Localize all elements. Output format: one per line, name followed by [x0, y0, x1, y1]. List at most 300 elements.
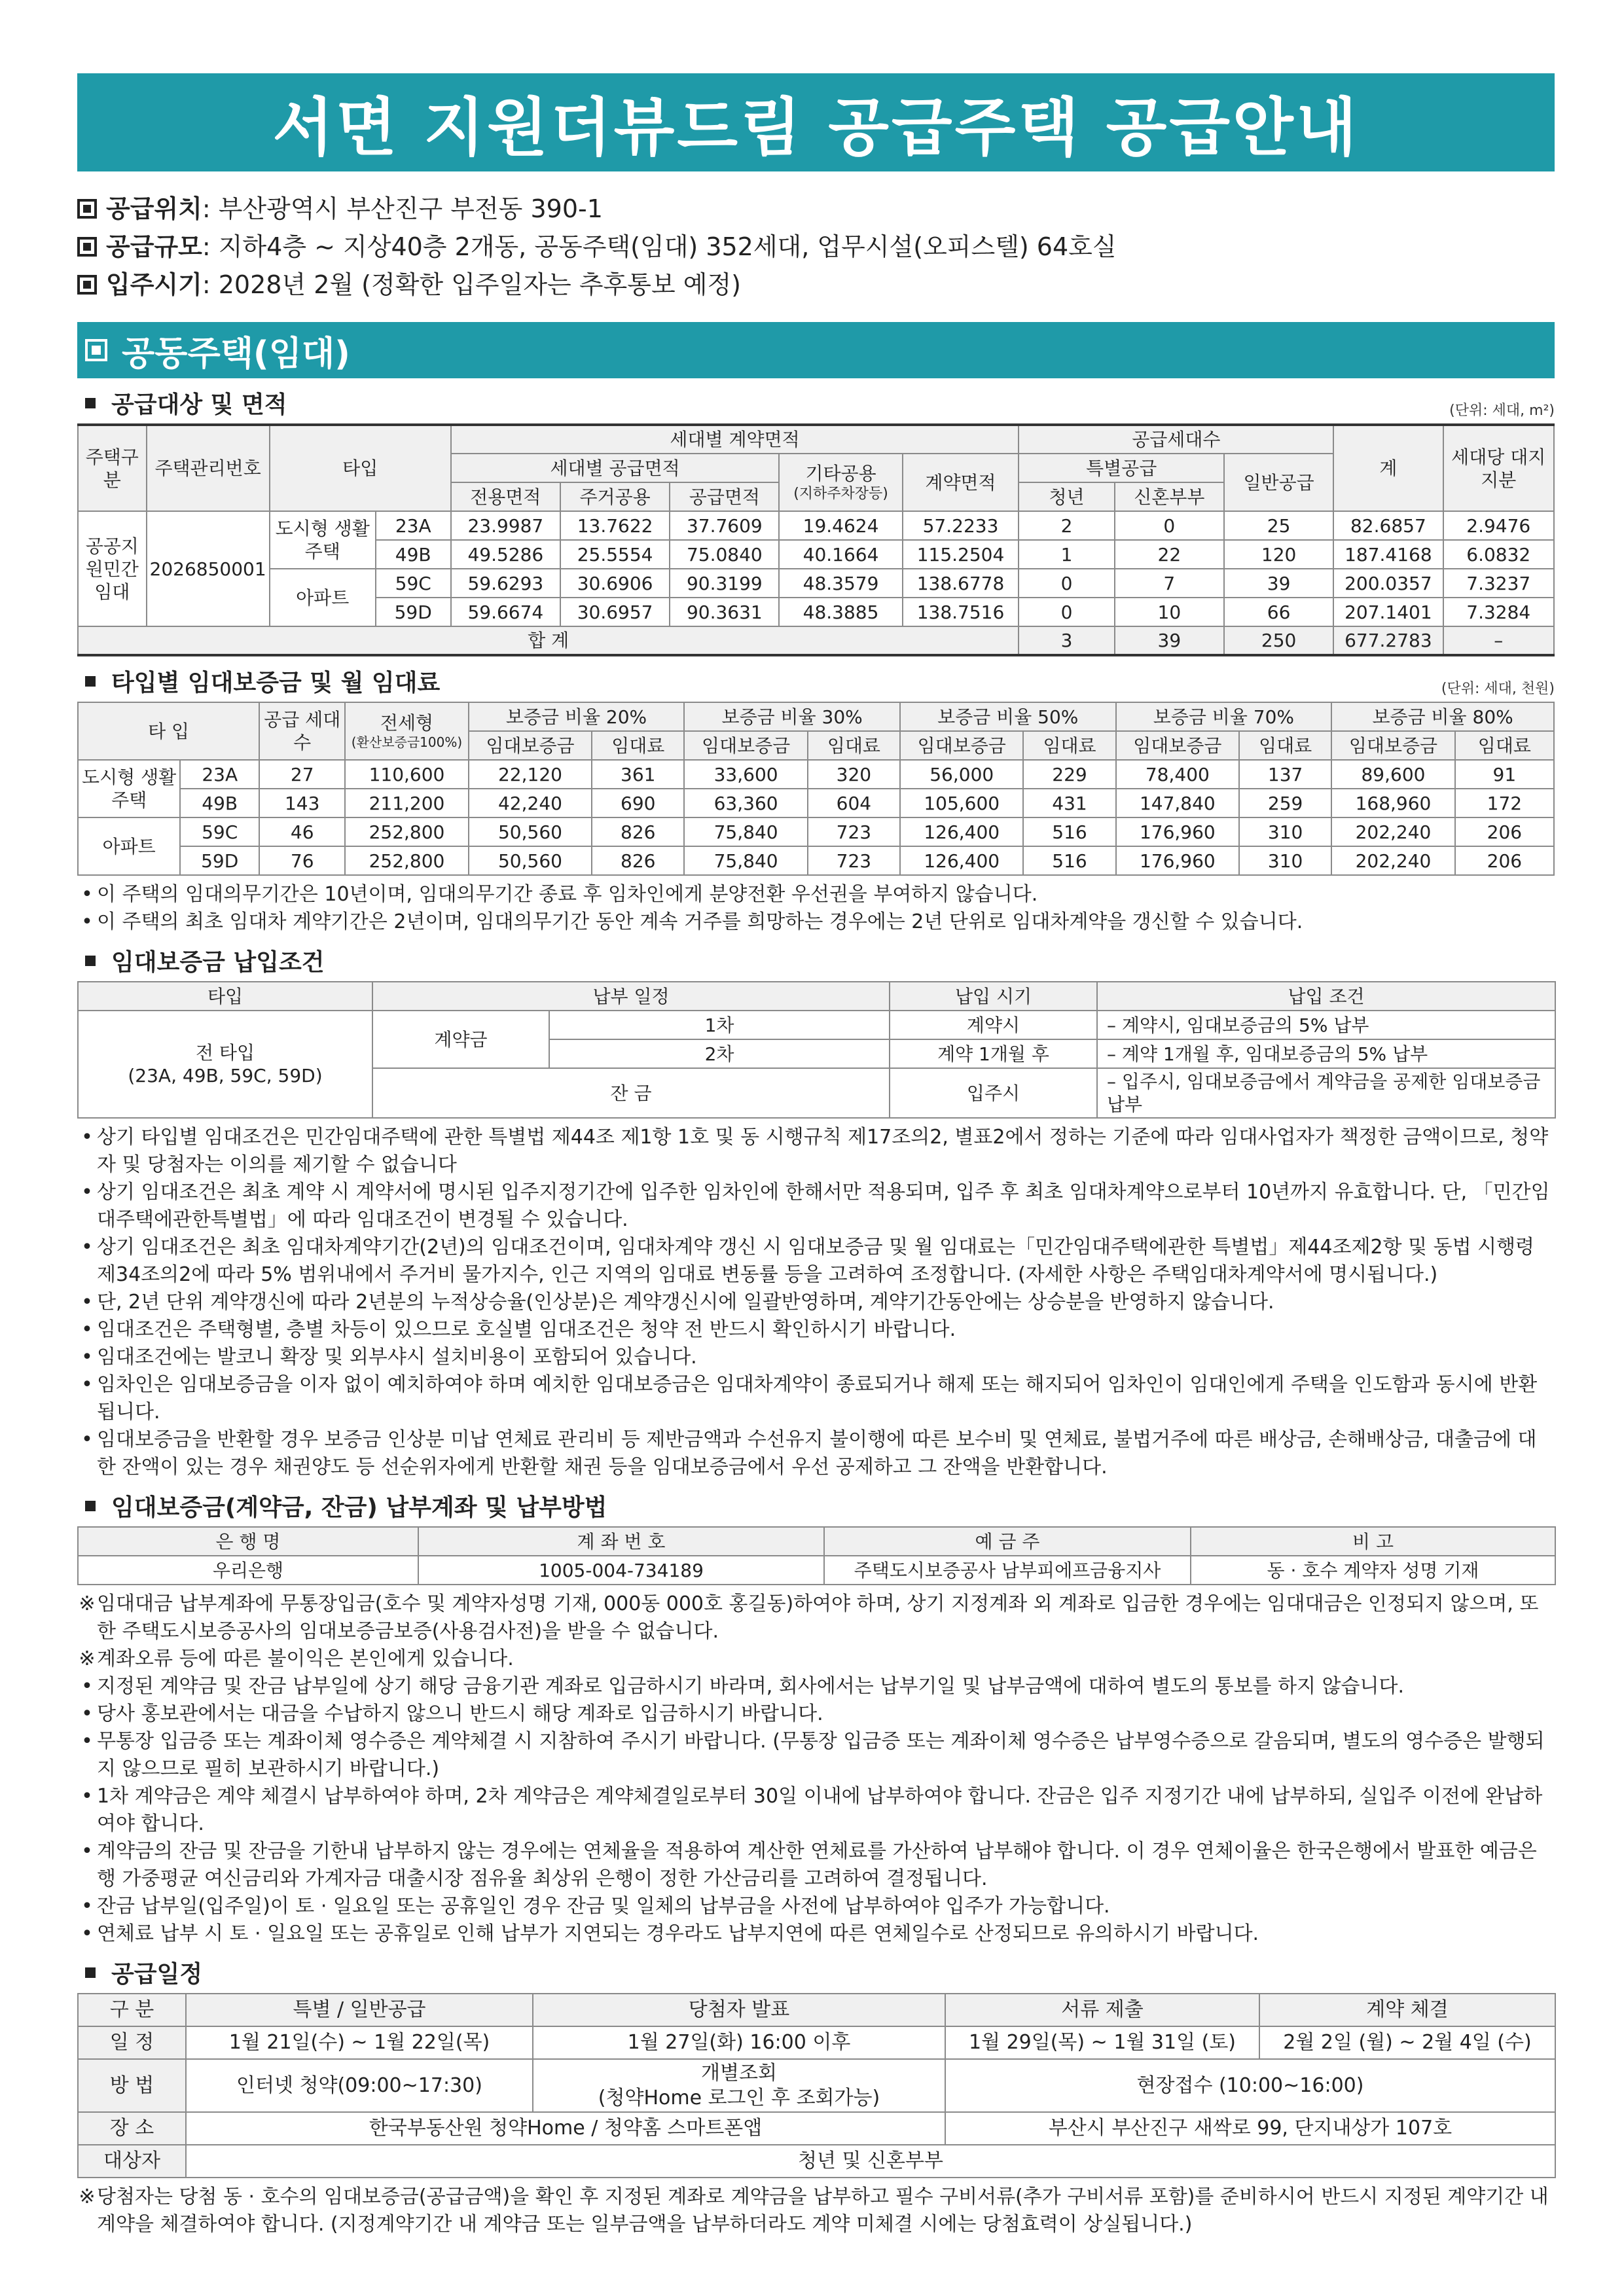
table-cell: 1월 21일(수) ~ 1월 22일(목) [186, 2026, 533, 2059]
table-cell: 78,400 [1116, 760, 1240, 789]
table-cell: 63,360 [684, 789, 808, 817]
note-marker: ※ [79, 2185, 96, 2208]
area-h-contract-group: 세대별 계약면적 [451, 425, 1019, 454]
table-row [78, 846, 1554, 875]
table-cell: 59.6293 [451, 569, 560, 598]
schedule-h-category: 구 분 [78, 1994, 186, 2026]
table-cell: 137 [1239, 760, 1331, 789]
rent-h-type: 타 입 [78, 702, 259, 760]
table-cell: 잔 금 [372, 1068, 890, 1118]
table-cell: 37.7609 [670, 511, 779, 540]
note-item [77, 908, 1555, 936]
note-marker: ※ [79, 1592, 96, 1615]
table-cell: 57.2233 [903, 511, 1019, 540]
bullet-icon [85, 398, 96, 408]
type-line: (23A, 49B, 59C, 59D) [128, 1065, 323, 1086]
table-row [78, 2112, 1555, 2145]
note-marker: • [81, 1785, 93, 1808]
bullet-icon [85, 956, 96, 966]
note-text: 이 주택의 최초 임대차 계약기간은 2년이며, 임대의무기간 동안 계속 거주를 희망하는 경우에는 2년 단위로 임대차계약을 갱신할 수 있습니다. [97, 910, 1303, 933]
account-title: 임대보증금(계약금, 잔금) 납부계좌 및 납부방법 [111, 1494, 607, 1521]
rent-h-ratio: 보증금 비율 20% [469, 702, 685, 731]
table-cell: – 계약 1개월 후, 임대보증금의 5% 납부 [1097, 1039, 1555, 1068]
table-cell: 516 [1023, 817, 1115, 846]
area-h-newlywed: 신혼부부 [1115, 482, 1224, 511]
table-cell: 90.3631 [670, 598, 779, 626]
account-h-holder: 예 금 주 [824, 1527, 1191, 1556]
bullet-icon: • [81, 1428, 93, 1451]
mgmt-no-cell: 2026850001 [147, 511, 270, 626]
table-cell: 91 [1455, 760, 1554, 789]
table-cell: 59.6674 [451, 598, 560, 626]
rent-table [77, 702, 1555, 876]
table-cell: 431 [1023, 789, 1115, 817]
table-cell: 105,600 [900, 789, 1024, 817]
note-text: 당사 홍보관에서는 대금을 수납하지 않으니 반드시 해당 계좌로 입금하시기 바랍니다. [97, 1702, 823, 1725]
contract-cell: 계약금 [372, 1011, 549, 1068]
bullet-icon: • [81, 1181, 93, 1204]
table-cell: 207.1401 [1333, 598, 1443, 626]
bullet-icon: • [81, 1291, 93, 1314]
table-cell: 2차 [549, 1039, 890, 1068]
payment-type-cell [78, 1011, 372, 1118]
table-cell: 75,840 [684, 846, 808, 875]
note-item [77, 1344, 1555, 1371]
info-list [77, 190, 1555, 304]
table-cell: 604 [808, 789, 900, 817]
note-text: 상기 임대조건은 최초 임대차계약기간(2년)의 임대조건이며, 임대차계약 갱신 시 임대보증금 및 월 임대료는「민간임대주택에관한 특별법」제44조제2항 및 동법 시행령 제34조의2에 따라 5% 범위내에서 주거비 물가지수, 인근 지역의 임대료 변동률 등을 고려하여 조정합니다. (자세한 사항은 주택임대차계약서에 명시됩니다.) [97, 1236, 1535, 1286]
table-cell: 89,600 [1331, 760, 1455, 789]
table-cell: 690 [592, 789, 684, 817]
area-h-supply-group: 세대별 공급면적 [451, 454, 780, 482]
house-type-cell: 공공지원민간임대 [78, 511, 147, 626]
note-marker: • [81, 1730, 93, 1753]
note-text: 임대보증금을 반환할 경우 보증금 인상분 미납 연체료 관리비 등 제반금액과 수선유지 불이행에 따른 보수비 및 연체료, 불법거주에 따른 배상금, 손해배상금, 대출금에 대한 잔액이 있는 경우 채권양도 등 선순위자에게 반환할 채권 등을 임대보증금에서 우선 공제하고 그 잔액을 반환합니다. [97, 1428, 1537, 1479]
info-value: : 지하4층 ~ 지상40층 2개동, 공동주택(임대) 352세대, 업무시설(오피스텔) 64호실 [202, 232, 1117, 261]
table-cell: 56,000 [900, 760, 1024, 789]
note-item [77, 1838, 1555, 1893]
rent-h-ratio: 보증금 비율 50% [900, 702, 1116, 731]
note-text: 상기 타입별 임대조건은 민간임대주택에 관한 특별법 제44조 제1항 1호 및 동 시행규칙 제17조의2, 별표2에서 정하는 기준에 따라 임대사업자가 책정한 금액이므로, 청약자 및 당첨자는 이의를 제기할 수 없습니다 [97, 1126, 1549, 1176]
rent-title: 타입별 임대보증금 및 월 임대료 [111, 670, 441, 696]
table-cell: 206 [1455, 817, 1554, 846]
area-table [77, 423, 1555, 656]
table-cell: 320 [808, 760, 900, 789]
note-text: 무통장 입금증 또는 계좌이체 영수증은 계약체결 시 지참하여 주시기 바랍니다. (무통장 입금증 또는 계좌이체 영수증은 납부영수증으로 갈음되며, 별도의 영수증은 발행되지 않으므로 필히 보관하시기 바랍니다.) [97, 1730, 1545, 1780]
note-item [77, 1426, 1555, 1481]
table-cell: 0 [1019, 598, 1114, 626]
table-cell: 청년 및 신혼부부 [186, 2145, 1555, 2178]
table-cell: 310 [1239, 817, 1331, 846]
section-header [77, 322, 1555, 378]
table-cell: 30.6957 [560, 598, 670, 626]
table-cell: 75.0840 [670, 540, 779, 569]
area-unit: (단위: 세대, m²) [1449, 403, 1555, 419]
table-cell: 1월 27일(화) 16:00 이후 [533, 2026, 945, 2059]
account-number-cell: 1005-004-734189 [418, 1556, 824, 1585]
table-cell: 30.6906 [560, 569, 670, 598]
table-cell: 48.3579 [779, 569, 902, 598]
row-label: 대상자 [78, 2145, 186, 2178]
note-marker: • [81, 1702, 93, 1725]
rent-title-wrap [77, 664, 440, 698]
table-cell: 723 [808, 817, 900, 846]
announce-line: (청약Home 로그인 후 조회가능) [598, 2086, 880, 2109]
table-cell: 126,400 [900, 846, 1024, 875]
note-marker: • [81, 1675, 93, 1698]
sum-cell: 39 [1115, 626, 1224, 655]
table-cell: 입주시 [890, 1068, 1097, 1118]
table-cell: 7 [1115, 569, 1224, 598]
area-h-supply-area: 공급면적 [670, 482, 779, 511]
table-cell: 33,600 [684, 760, 808, 789]
account-h-bank: 은 행 명 [78, 1527, 418, 1556]
table-cell: 22,120 [469, 760, 592, 789]
jeonse-label: 전세형 [380, 712, 434, 734]
table-row [78, 511, 1554, 540]
sum-cell: – [1443, 626, 1555, 655]
table-cell: 82.6857 [1333, 511, 1443, 540]
rent-h-ratio: 보증금 비율 70% [1116, 702, 1332, 731]
table-cell: 723 [808, 846, 900, 875]
table-cell: 76 [259, 846, 345, 875]
note-text: 임차인은 임대보증금을 이자 없이 예치하여야 하며 예치한 임대보증금은 임대차계약이 종료되거나 해제 또는 해지되어 임차인이 임대인에게 주택을 인도함과 동시에 반환됩니다. [97, 1373, 1538, 1424]
table-cell: 40.1664 [779, 540, 902, 569]
type-cell: 49B [180, 789, 259, 817]
bullet-icon: • [81, 1236, 93, 1259]
table-cell: 138.6778 [903, 569, 1019, 598]
table-cell: 19.4624 [779, 511, 902, 540]
area-h-other-common [779, 454, 902, 511]
rent-h-monthly: 임대료 [808, 731, 900, 760]
schedule-h-announce: 당첨자 발표 [533, 1994, 945, 2026]
account-notes [77, 1590, 1555, 1948]
section-title: 공동주택(임대) [122, 334, 350, 374]
rent-h-monthly: 임대료 [1023, 731, 1115, 760]
payment-title-wrap [77, 944, 325, 977]
table-cell: 2.9476 [1443, 511, 1555, 540]
group-cell: 도시형 생활주택 [270, 511, 376, 569]
schedule-title-wrap [77, 1956, 202, 1989]
payment-h-type: 타입 [78, 982, 372, 1011]
table-cell: 202,240 [1331, 817, 1455, 846]
area-h-special: 특별공급 [1019, 454, 1224, 482]
account-h-number: 계 좌 번 호 [418, 1527, 824, 1556]
area-h-house-type: 주택구분 [78, 425, 147, 511]
table-cell: – 입주시, 임대보증금에서 계약금을 공제한 임대보증금 납부 [1097, 1068, 1555, 1118]
area-title: 공급대상 및 면적 [111, 391, 287, 418]
table-cell: 25.5554 [560, 540, 670, 569]
table-cell: 147,840 [1116, 789, 1240, 817]
other-common-sub: (지하주차장등) [793, 485, 888, 502]
account-table [77, 1526, 1556, 1585]
note-item [77, 1645, 1555, 1673]
table-cell: 90.3199 [670, 569, 779, 598]
type-cell: 59D [180, 846, 259, 875]
rent-h-deposit: 임대보증금 [900, 731, 1024, 760]
table-cell: 143 [259, 789, 345, 817]
payment-subheader [77, 944, 1555, 977]
table-cell: 361 [592, 760, 684, 789]
table-cell: 27 [259, 760, 345, 789]
page-title: 서면 지원더뷰드림 공급주택 공급안내 [77, 73, 1555, 171]
table-cell: 6.0832 [1443, 540, 1555, 569]
table-cell: 200.0357 [1333, 569, 1443, 598]
table-row [78, 789, 1554, 817]
table-cell: 252,800 [345, 846, 469, 875]
table-cell: 138.7516 [903, 598, 1019, 626]
note-text: 임대조건은 주택형별, 층별 차등이 있으므로 호실별 임대조건은 청약 전 반드시 확인하시기 바랍니다. [97, 1318, 956, 1341]
rent-notes [77, 881, 1555, 936]
area-h-youth: 청년 [1019, 482, 1114, 511]
table-cell: 39 [1224, 569, 1333, 598]
type-cell: 59C [180, 817, 259, 846]
table-cell: 50,560 [469, 817, 592, 846]
table-cell: 계약 1개월 후 [890, 1039, 1097, 1068]
bullet-icon: • [81, 883, 93, 906]
square-bullet-icon [77, 275, 97, 295]
table-cell: 176,960 [1116, 817, 1240, 846]
info-value: : 부산광역시 부산진구 부전동 390-1 [202, 194, 603, 223]
table-cell: 7.3237 [1443, 569, 1555, 598]
note-text: 임대조건에는 발코니 확장 및 외부샤시 설치비용이 포함되어 있습니다. [97, 1346, 697, 1369]
rent-h-deposit: 임대보증금 [469, 731, 592, 760]
payment-notes [77, 1124, 1555, 1481]
table-cell: – 계약시, 임대보증금의 5% 납부 [1097, 1011, 1555, 1039]
table-cell [533, 2059, 945, 2112]
area-h-total: 계 [1333, 425, 1443, 511]
note-item [77, 1289, 1555, 1316]
table-cell: 13.7622 [560, 511, 670, 540]
table-cell: 인터넷 청약(09:00~17:30) [186, 2059, 533, 2112]
area-h-exclusive: 전용면적 [451, 482, 560, 511]
type-cell: 59C [376, 569, 451, 598]
table-cell: 한국부동산원 청약Home / 청약홈 스마트폰앱 [186, 2112, 945, 2145]
table-cell: 0 [1115, 511, 1224, 540]
rent-h-monthly: 임대료 [1455, 731, 1554, 760]
info-label: 입주시기 [106, 270, 202, 299]
table-cell: 48.3885 [779, 598, 902, 626]
area-h-general: 일반공급 [1224, 454, 1333, 511]
table-cell: 110,600 [345, 760, 469, 789]
area-h-supply-units: 공급세대수 [1019, 425, 1333, 454]
announce-line: 개별조회 [701, 2062, 777, 2085]
note-text: 임대대금 납부계좌에 무통장입금(호수 및 계약자성명 기재, 000동 000호 홍길동)하여야 하며, 상기 지정계좌 외 계좌로 입금한 경우에는 임대대금은 인정되지 않으며, 또한 주택도시보증공사의 임대보증금보증(사용검사전)을 받을 수 없습니다. [97, 1592, 1539, 1643]
bullet-icon: • [81, 1346, 93, 1369]
table-cell: 115.2504 [903, 540, 1019, 569]
payment-h-condition: 납입 조건 [1097, 982, 1555, 1011]
rent-h-deposit: 임대보증금 [684, 731, 808, 760]
row-label: 방 법 [78, 2059, 186, 2112]
table-cell: 25 [1224, 511, 1333, 540]
row-label: 일 정 [78, 2026, 186, 2059]
payment-h-schedule: 납부 일정 [372, 982, 890, 1011]
table-cell: 66 [1224, 598, 1333, 626]
info-scale [77, 228, 1555, 266]
jeonse-sub: (환산보증금100%) [351, 734, 463, 750]
table-cell: 168,960 [1331, 789, 1455, 817]
rent-h-ratio: 보증금 비율 80% [1331, 702, 1554, 731]
note-item [77, 1590, 1555, 1645]
table-cell: 126,400 [900, 817, 1024, 846]
group-cell: 아파트 [78, 817, 180, 875]
square-bullet-icon [77, 199, 97, 219]
schedule-notes [77, 2183, 1555, 2238]
type-cell: 23A [376, 511, 451, 540]
area-h-mgmt-no: 주택관리번호 [147, 425, 270, 511]
table-cell: 22 [1115, 540, 1224, 569]
bank-cell: 우리은행 [78, 1556, 418, 1585]
note-text: 계좌오류 등에 따른 불이익은 본인에게 있습니다. [97, 1647, 514, 1670]
note-item [77, 1728, 1555, 1783]
area-subheader [77, 386, 1555, 420]
note-marker: • [81, 1840, 93, 1863]
info-label: 공급규모 [106, 232, 202, 261]
table-cell: 75,840 [684, 817, 808, 846]
other-common-label: 기타공용 [805, 462, 876, 484]
rent-unit: (단위: 세대, 천원) [1441, 681, 1555, 697]
table-row [78, 760, 1554, 789]
bullet-icon: • [81, 910, 93, 933]
table-cell: 259 [1239, 789, 1331, 817]
table-cell: 부산시 부산진구 새싹로 99, 단지내상가 107호 [945, 2112, 1555, 2145]
table-cell: 826 [592, 846, 684, 875]
schedule-h-documents: 서류 제출 [945, 1994, 1259, 2026]
schedule-h-contract: 계약 체결 [1259, 1994, 1555, 2026]
note-item [77, 2183, 1555, 2238]
payment-title: 임대보증금 납입조건 [111, 949, 325, 976]
table-row [78, 1011, 1555, 1039]
rent-h-monthly: 임대료 [1239, 731, 1331, 760]
bullet-icon: • [81, 1318, 93, 1341]
note-text: 이 주택의 임대의무기간은 10년이며, 임대의무기간 종료 후 임차인에게 분양전환 우선권을 부여하지 않습니다. [97, 883, 1038, 906]
table-cell: 42,240 [469, 789, 592, 817]
bullet-icon: • [81, 1126, 93, 1149]
table-row [78, 2026, 1555, 2059]
table-cell: 50,560 [469, 846, 592, 875]
payment-table [77, 981, 1556, 1119]
table-cell: 23.9987 [451, 511, 560, 540]
sum-cell: 677.2783 [1333, 626, 1443, 655]
table-cell: 49.5286 [451, 540, 560, 569]
notice-page [77, 73, 1555, 2238]
note-item [77, 1124, 1555, 1179]
rent-h-monthly: 임대료 [592, 731, 684, 760]
table-cell: 826 [592, 817, 684, 846]
square-bullet-icon [77, 237, 97, 257]
group-cell: 도시형 생활주택 [78, 760, 180, 817]
note-text: 당첨자는 당첨 동 · 호수의 임대보증금(공급금액)을 확인 후 지정된 계좌로 계약금을 납부하고 필수 구비서류(추가 구비서류 포함)를 준비하시어 반드시 지정된 계약기간 내 계약을 체결하여야 합니다. (지정계약기간 내 계약금 또는 일부금액을 납부하더라도 계약 미체결 시에는 당첨효력이 상실됩니다.) [97, 2185, 1549, 2236]
table-cell: 120 [1224, 540, 1333, 569]
info-label: 공급위치 [106, 194, 202, 223]
table-cell: 1 [1019, 540, 1114, 569]
schedule-h-apply: 특별 / 일반공급 [186, 1994, 533, 2026]
table-row [78, 817, 1554, 846]
table-cell: 206 [1455, 846, 1554, 875]
type-cell: 49B [376, 540, 451, 569]
note-text: 계약금의 잔금 및 잔금을 기한내 납부하지 않는 경우에는 연체율을 적용하여 계산한 연체료를 가산하여 납부해야 합니다. 이 경우 연체이율은 한국은행에서 발표한 예금은행 가중평균 여신금리와 가계자금 대출시장 점유율 최상위 은행이 정한 가산금리를 고려하여 결정됩니다. [97, 1840, 1537, 1890]
account-h-remark: 비 고 [1191, 1527, 1555, 1556]
type-cell: 59D [376, 598, 451, 626]
rent-h-deposit: 임대보증금 [1116, 731, 1240, 760]
sum-cell: 3 [1019, 626, 1114, 655]
table-cell: 7.3284 [1443, 598, 1555, 626]
note-item [77, 881, 1555, 908]
schedule-title: 공급일정 [111, 1961, 203, 1988]
group-cell: 아파트 [270, 569, 376, 626]
table-cell: 1월 29일(목) ~ 1월 31일 (토) [945, 2026, 1259, 2059]
sum-row [78, 626, 1554, 655]
sum-label: 합 계 [78, 626, 1019, 655]
note-text: 단, 2년 단위 계약갱신에 따라 2년분의 누적상승율(인상분)은 계약갱신시에 일괄반영하며, 계약기간동안에는 상승분을 반영하지 않습니다. [97, 1291, 1274, 1314]
bullet-icon [85, 1501, 96, 1511]
table-cell: 46 [259, 817, 345, 846]
table-cell: 계약시 [890, 1011, 1097, 1039]
table-cell: 176,960 [1116, 846, 1240, 875]
table-cell: 현장접수 (10:00~16:00) [945, 2059, 1555, 2112]
bullet-icon [85, 676, 96, 687]
table-cell: 2월 2일 (월) ~ 2월 4일 (수) [1259, 2026, 1555, 2059]
note-text: 1차 계약금은 계약 체결시 납부하여야 하며, 2차 계약금은 계약체결일로부터 30일 이내에 납부하여야 합니다. 잔금은 입주 지정기간 내에 납부하되, 실입주 이전에 완납하여야 합니다. [97, 1785, 1543, 1835]
type-line: 전 타입 [195, 1042, 255, 1064]
table-row [78, 1556, 1555, 1585]
rent-subheader [77, 664, 1555, 698]
note-item [77, 1234, 1555, 1289]
note-text: 연체료 납부 시 토 · 일요일 또는 공휴일로 인해 납부가 지연되는 경우라도 납부지연에 따른 연체일수로 산정되므로 유의하시기 바랍니다. [97, 1922, 1259, 1945]
area-h-contract-area: 계약면적 [903, 454, 1019, 511]
table-cell: 10 [1115, 598, 1224, 626]
table-cell: 516 [1023, 846, 1115, 875]
table-cell: 202,240 [1331, 846, 1455, 875]
rent-h-units: 공급 세대수 [259, 702, 345, 760]
schedule-subheader [77, 1956, 1555, 1989]
area-h-land-share: 세대당 대지지분 [1443, 425, 1555, 511]
info-value: : 2028년 2월 (정확한 입주일자는 추후통보 예정) [202, 270, 741, 299]
table-row [78, 2059, 1555, 2112]
account-subheader [77, 1489, 1555, 1522]
note-text: 잔금 납부일(입주일)이 토 · 일요일 또는 공휴일인 경우 잔금 및 일체의 납부금을 사전에 납부하여야 입주가 가능합니다. [97, 1895, 1110, 1918]
area-title-wrap [77, 386, 287, 420]
note-marker: • [81, 1895, 93, 1918]
bullet-icon [85, 1967, 96, 1978]
type-cell: 23A [180, 760, 259, 789]
note-item [77, 1371, 1555, 1426]
table-cell: 252,800 [345, 817, 469, 846]
note-item [77, 1783, 1555, 1838]
note-item [77, 1316, 1555, 1344]
note-item [77, 1179, 1555, 1234]
note-marker: ※ [79, 1647, 96, 1670]
table-row [78, 2145, 1555, 2178]
note-marker: • [81, 1922, 93, 1945]
rent-h-deposit: 임대보증금 [1331, 731, 1455, 760]
note-text: 상기 임대조건은 최초 계약 시 계약서에 명시된 입주지정기간에 입주한 임차인에 한해서만 적용되며, 입주 후 최초 임대차계약으로부터 10년까지 유효합니다. 단, 「민간임대주택에관한특별법」에 따라 임대조건이 변경될 수 있습니다. [97, 1181, 1550, 1231]
account-title-wrap [77, 1489, 607, 1522]
rent-h-ratio: 보증금 비율 30% [684, 702, 900, 731]
table-cell: 1차 [549, 1011, 890, 1039]
note-item [77, 1673, 1555, 1700]
table-cell: 229 [1023, 760, 1115, 789]
square-bullet-icon [85, 339, 107, 361]
note-text: 지정된 계약금 및 잔금 납부일에 상기 해당 금융기관 계좌로 입금하시기 바라며, 회사에서는 납부기일 및 납부금액에 대하여 별도의 통보를 하지 않습니다. [97, 1675, 1405, 1698]
table-cell: 2 [1019, 511, 1114, 540]
table-cell: 172 [1455, 789, 1554, 817]
area-h-type: 타입 [270, 425, 451, 511]
row-label: 장 소 [78, 2112, 186, 2145]
rent-h-jeonse [345, 702, 469, 760]
area-h-residential-common: 주거공용 [560, 482, 670, 511]
holder-cell: 주택도시보증공사 남부피에프금융지사 [824, 1556, 1191, 1585]
